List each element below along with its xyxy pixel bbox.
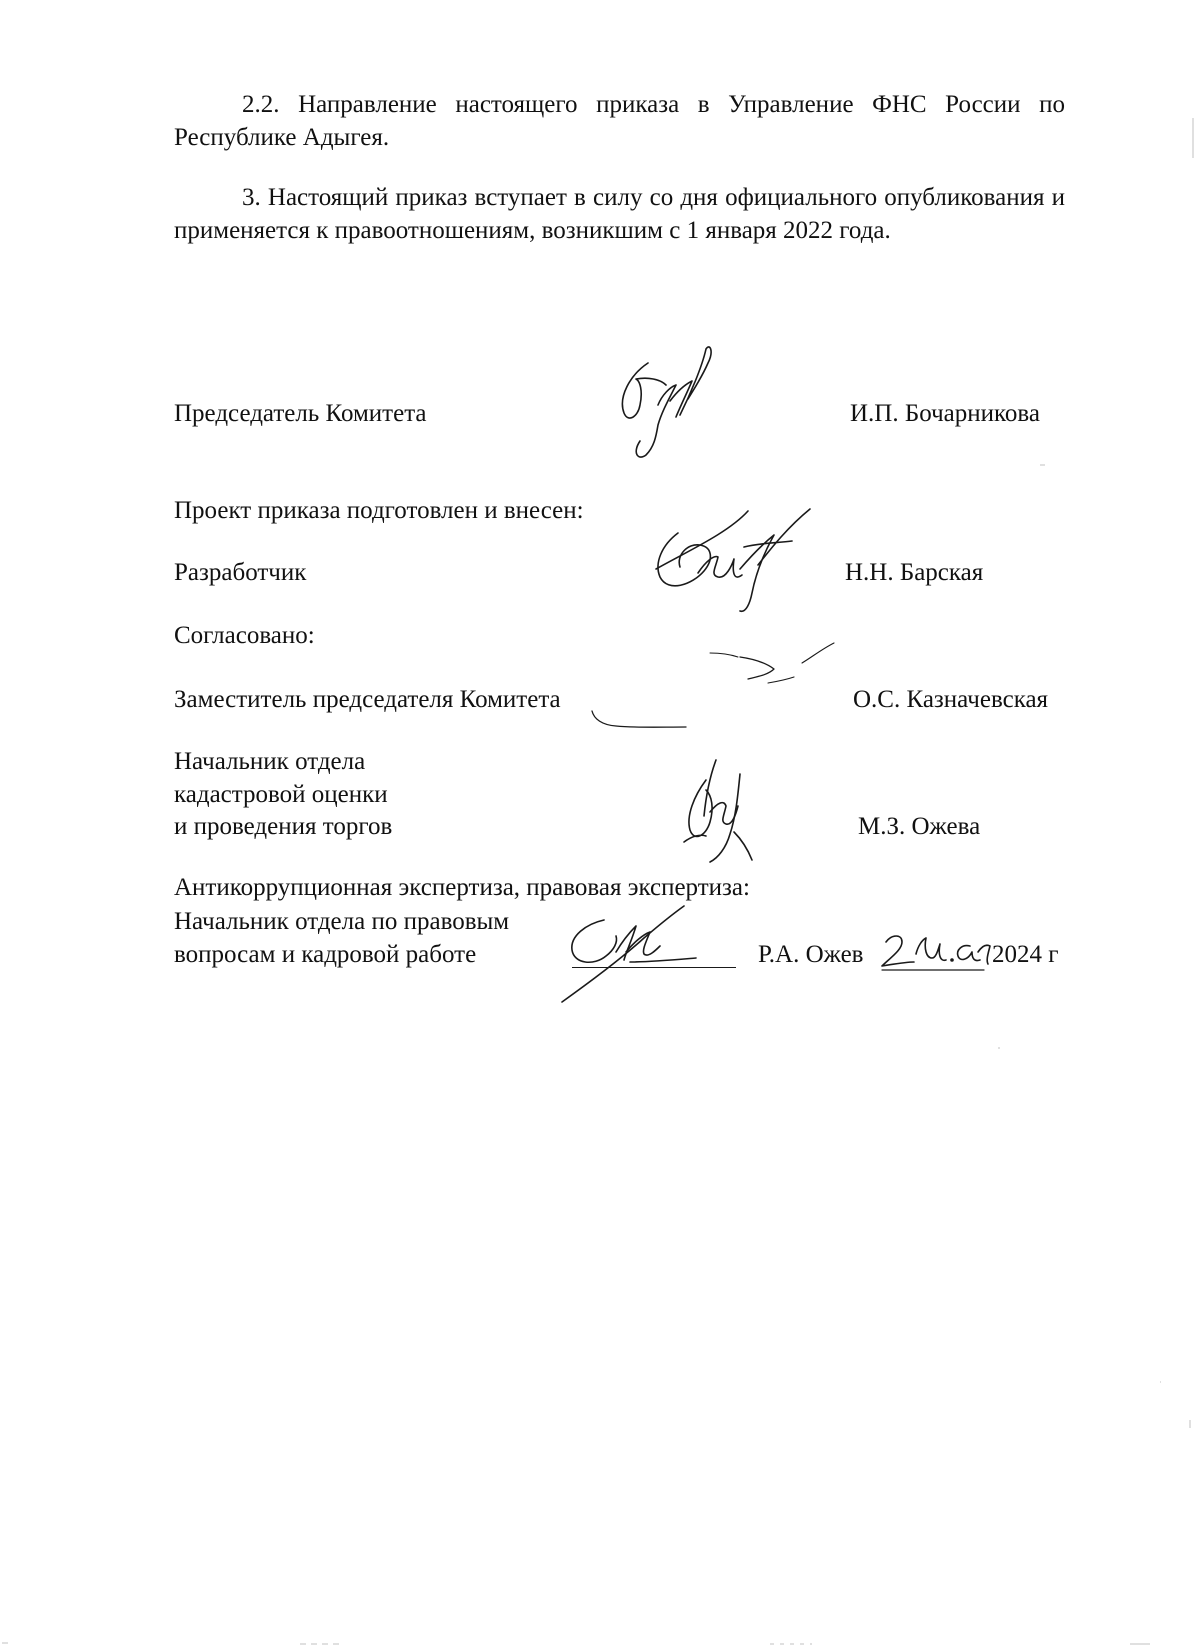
clause-2-2-text: 2.2. Направление настоящего приказа в Управление ФНС России по Республике Адыгея. [174,91,1065,151]
expertise-heading: Антикоррупционная экспертиза, правовая экспертиза: [174,874,750,901]
chairman-name: И.П. Бочарникова [850,400,1040,427]
clause-3-text: 3. Настоящий приказ вступает в силу со дня официального опубликования и применяется к правоотношениям, возникшим с 1 января 2022 года. [174,184,1065,244]
agreed-heading: Согласовано: [174,622,315,649]
legal-head-name: Р.А. Ожев [758,941,864,968]
cadastral-head-position-line-2: кадастровой оценки [174,781,388,808]
cadastral-head-name: М.З. Ожева [858,813,981,840]
prepared-heading: Проект приказа подготовлен и внесен: [174,497,584,524]
legal-head-position-line-1: Начальник отдела по правовым [174,908,510,935]
chairman-position: Председатель Комитета [174,400,427,427]
cadastral-head-position-line-1: Начальник отдела [174,748,366,775]
deputy-position: Заместитель председателя Комитета [174,686,561,713]
developer-position: Разработчик [174,559,307,586]
legal-head-position-line-2: вопросам и кадровой работе [174,941,477,968]
cadastral-head-position-line-3: и проведения торгов [174,813,393,840]
developer-name: Н.Н. Барская [845,559,984,586]
deputy-name: О.С. Казначевская [853,686,1049,713]
date-year-suffix: 2024 г [992,941,1059,968]
